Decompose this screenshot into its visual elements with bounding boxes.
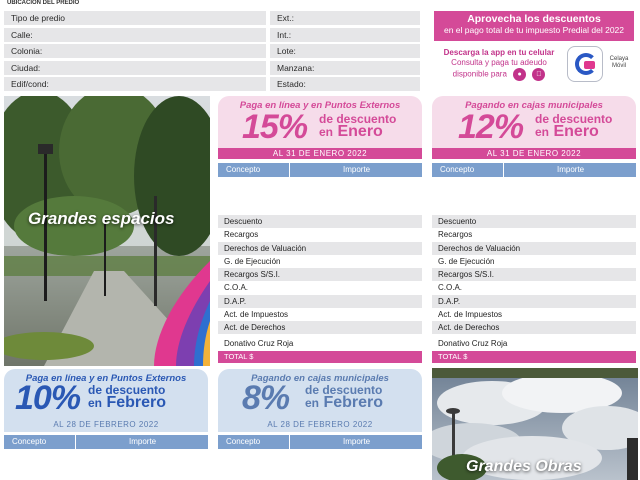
celaya-movil-logo[interactable] — [567, 46, 603, 82]
field-ext[interactable]: Ext.: — [270, 11, 420, 25]
table-row: Derechos de Valuación — [432, 242, 636, 255]
logo-text-line2: Móvil — [611, 63, 626, 69]
logo-text — [604, 56, 634, 70]
card-en: en — [319, 125, 334, 139]
header-importe: Importe — [129, 437, 157, 446]
promo-line1: Aprovecha los descuentos — [467, 13, 601, 25]
table-header-enero-cajas — [432, 163, 636, 177]
table-header-enero-linea — [218, 163, 422, 177]
table-row: Donativo Cruz Roja — [224, 339, 294, 348]
table-row: D.A.P. — [218, 295, 422, 308]
table-row: Recargos — [224, 230, 259, 239]
table-row: C.O.A. — [224, 283, 249, 292]
table-row: Donativo Cruz Roja — [438, 339, 508, 348]
app-download — [434, 48, 564, 88]
caption-grandes-espacios: Grandes espacios — [28, 209, 175, 228]
card-title: Pagando en cajas municipales — [465, 100, 603, 111]
card-month-name: Febrero — [323, 394, 384, 411]
caption-grandes-obras: Grandes Obras — [466, 458, 582, 475]
header-sep — [75, 435, 76, 449]
header-sep — [289, 435, 290, 449]
card-month-name: Enero — [337, 123, 383, 140]
app-title: Descarga la app en tu celular — [443, 48, 555, 57]
field-edif-cond[interactable]: Edif/cond: — [4, 77, 266, 91]
table-row: Descuento — [432, 215, 636, 228]
card-febrero-linea-date: AL 28 DE FEBRERO 2022 — [4, 418, 208, 432]
field-estado[interactable]: Estado: — [270, 77, 420, 91]
table-row: Act. de Derechos — [218, 321, 422, 334]
card-desc: de descuento — [88, 383, 166, 397]
field-int[interactable]: Int.: — [270, 28, 420, 42]
card-percent: 8% — [242, 379, 290, 417]
app-sub2: disponible para — [452, 69, 507, 79]
field-colonia[interactable]: Colonia: — [4, 44, 266, 58]
table-row: Derechos de Valuación — [218, 242, 422, 255]
park-illustration — [4, 96, 210, 366]
table-row: Recargos S/S.I. — [432, 268, 636, 281]
card-desc: de descuento — [319, 112, 397, 126]
table-row: Recargos S/S.I. — [218, 268, 422, 281]
card-enero-cajas-date: AL 31 DE ENERO 2022 — [432, 148, 636, 159]
card-month — [305, 395, 383, 411]
card-en: en — [535, 125, 550, 139]
table-row: Descuento — [218, 215, 422, 228]
card-month-name: Febrero — [106, 394, 167, 411]
table-row: Act. de Derechos — [432, 321, 636, 334]
card-en: en — [88, 396, 103, 410]
header-concepto: Concepto — [12, 437, 47, 446]
header-sep — [289, 163, 290, 177]
card-enero-cajas — [432, 96, 636, 148]
promo-line2: en el pago total de tu impuesto Predial del 2022 — [443, 25, 625, 35]
field-manzana[interactable]: Manzana: — [270, 61, 420, 75]
header-concepto: Concepto — [226, 165, 261, 174]
card-febrero-linea — [4, 369, 208, 418]
logo-dot-shape — [584, 61, 595, 69]
logo-text-line1: Celaya — [609, 56, 629, 62]
table-row: G. de Ejecución — [224, 257, 281, 266]
section-title-ubicacion: UBICACION DEL PREDIO — [7, 0, 80, 6]
field-calle[interactable]: Calle: — [4, 28, 266, 42]
card-month-name: Enero — [553, 123, 599, 140]
card-month — [319, 124, 383, 140]
table-header-febrero-cajas — [218, 435, 422, 449]
table-row: G. de Ejecución — [438, 257, 495, 266]
card-title: Pagando en cajas municipales — [251, 373, 389, 384]
card-month — [88, 395, 166, 411]
table-row: C.O.A. — [438, 283, 463, 292]
card-desc: de descuento — [305, 383, 383, 397]
header-sep — [503, 163, 504, 177]
card-enero-linea — [218, 96, 422, 148]
field-tipo-predio[interactable]: Tipo de predio — [4, 11, 266, 25]
table-row: Act. de Impuestos — [438, 310, 503, 319]
card-title: Paga en línea y en Puntos Externos — [25, 373, 187, 384]
app-sub2-row — [434, 68, 564, 81]
header-importe: Importe — [557, 165, 585, 174]
card-desc: de descuento — [535, 112, 613, 126]
card-percent: 15% — [242, 108, 308, 146]
header-concepto: Concepto — [226, 437, 261, 446]
card-title: Paga en línea y en Puntos Externos — [239, 100, 401, 111]
table-row: Recargos — [438, 230, 473, 239]
card-febrero-cajas-date: AL 28 DE FEBRERO 2022 — [218, 418, 422, 432]
header-importe: Importe — [343, 437, 371, 446]
card-en: en — [305, 396, 320, 410]
card-febrero-cajas — [218, 369, 422, 418]
table-header-febrero-linea — [4, 435, 208, 449]
header-importe: Importe — [343, 165, 371, 174]
total-row: TOTAL $ — [432, 351, 636, 363]
table-row: D.A.P. — [432, 295, 636, 308]
apple-icon[interactable] — [532, 68, 545, 81]
photo-grandes-obras — [432, 368, 638, 480]
header-concepto: Concepto — [440, 165, 475, 174]
card-percent: 10% — [15, 379, 81, 417]
photo-grandes-espacios — [4, 96, 210, 366]
card-month — [535, 124, 599, 140]
card-enero-linea-date: AL 31 DE ENERO 2022 — [218, 148, 422, 159]
card-percent: 12% — [458, 108, 524, 146]
app-sub1: Consulta y paga tu adeudo — [451, 58, 547, 67]
android-icon[interactable]: ● — [513, 68, 526, 81]
promo-banner — [434, 11, 634, 41]
field-lote[interactable]: Lote: — [270, 44, 420, 58]
table-row: Act. de Impuestos — [224, 310, 289, 319]
total-row: TOTAL $ — [218, 351, 422, 363]
field-ciudad[interactable]: Ciudad: — [4, 61, 266, 75]
